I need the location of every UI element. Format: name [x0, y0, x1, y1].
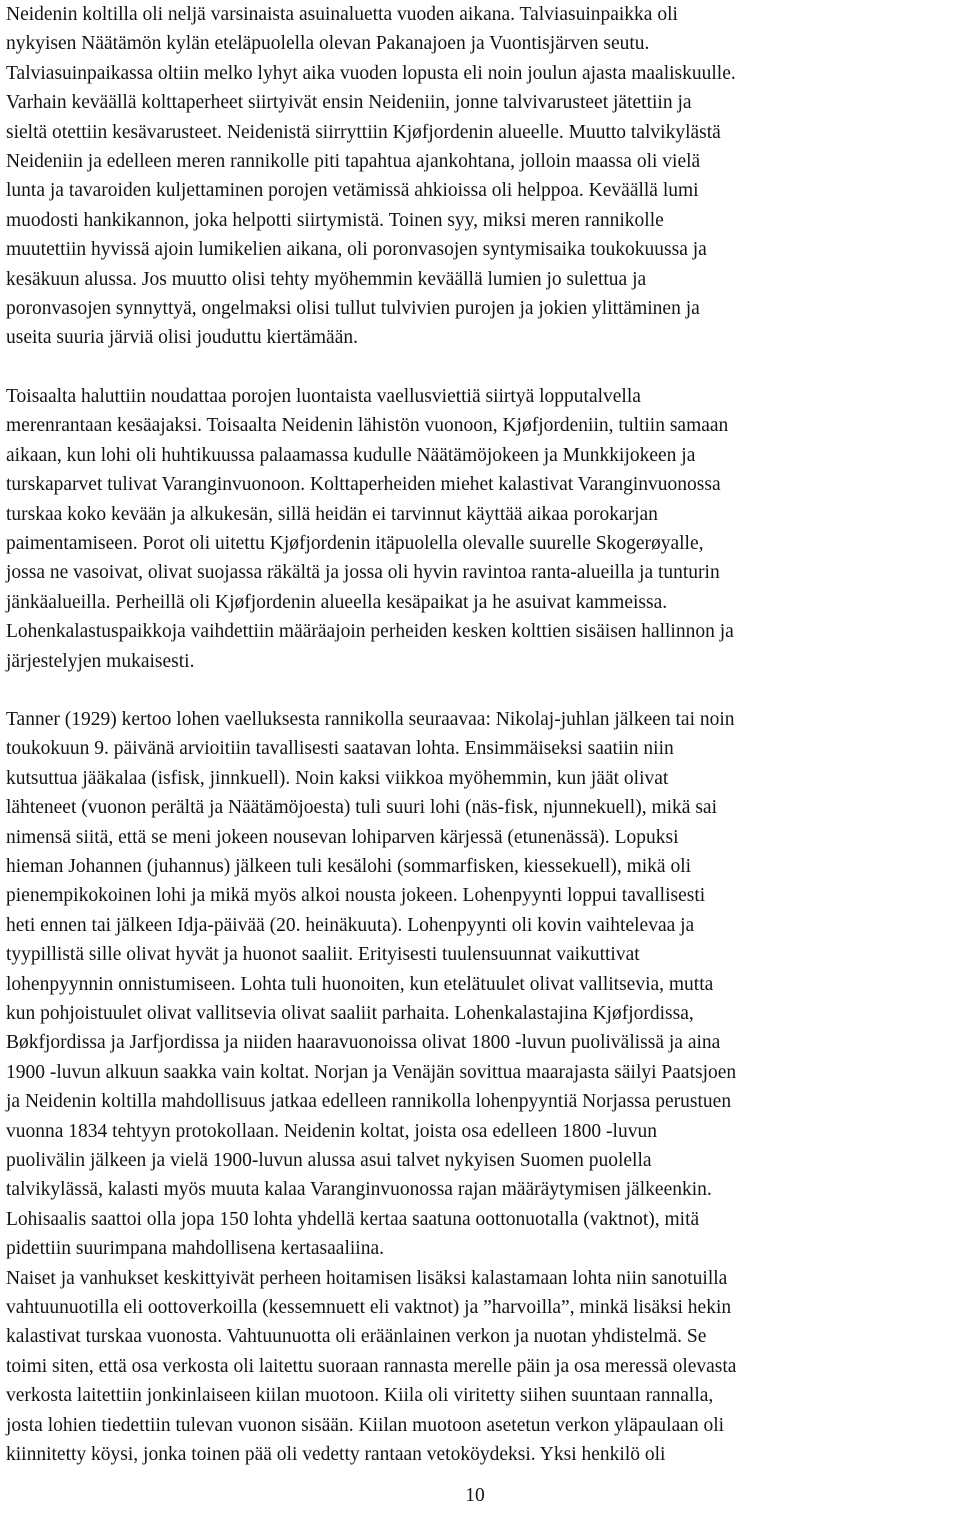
- text-line: turskaa koko kevään ja alkukesän, sillä heidän ei tarvinnut käyttää aikaa porokarjan: [6, 503, 658, 525]
- text-line: Bøkfjordissa ja Jarfjordissa ja niiden haaravuonoissa olivat 1800 -luvun puolivälissä ja aina: [6, 1032, 721, 1054]
- text-line: kiinnitetty köysi, jonka toinen pää oli vedetty rantaan vetoköydeksi. Yksi henkilö oli: [6, 1444, 666, 1466]
- text-line: kesäkuun alussa. Jos muutto olisi tehty myöhemmin keväällä lumien jo sulettua ja: [6, 268, 647, 290]
- document-page: [6, 0, 956, 1518]
- text-line: jossa ne vasoivat, olivat suojassa räkältä ja jossa oli hyvin ravintoa ranta-alueilla ja tunturin: [6, 562, 720, 584]
- page-number: 10: [465, 1485, 485, 1506]
- text-line: verkosta laitettiin jonkinlaiseen kiilan muotoon. Kiila oli viritetty siihen suuntaan rannalla,: [6, 1385, 714, 1407]
- text-line: muodosti hankikannon, joka helpotti siirtymistä. Toinen syy, miksi meren rannikolle: [6, 209, 664, 231]
- text-line: Neideniin ja edelleen meren rannikolle piti tapahtua ajankohtana, jolloin maassa oli vielä: [6, 151, 701, 173]
- text-line: sieltä otettiin kesävarusteet. Neidenistä siirryttiin Kjøfjordenin alueelle. Muutto talvikylästä: [6, 121, 721, 143]
- text-line: Neidenin koltilla oli neljä varsinaista asuinaluetta vuoden aikana. Talviasuinpaikka oli: [6, 4, 678, 25]
- text-line: Varhain keväällä kolttaperheet siirtyivät ensin Neideniin, jonne talvivarusteet jätettiin ja: [6, 92, 692, 114]
- paragraph-4: [6, 1264, 956, 1470]
- text-line: toukokuun 9. päivänä arvioitiin tavallisesti saatavan lohta. Ensimmäiseksi saatiin niin: [6, 738, 674, 760]
- text-line: paimentamiseen. Porot oli uitettu Kjøfjordenin itäpuolella olevalle suurelle Skogerøyalle,: [6, 532, 704, 554]
- text-line: Lohisaalis saattoi olla jopa 150 lohta yhdellä kertaa saatuna oottonuotalla (vaktnot), mitä: [6, 1208, 700, 1230]
- text-line: aikaan, kun lohi oli huhtikuussa palaamassa kudulle Näätämöjokeen ja Munkkijokeen ja: [6, 444, 696, 466]
- text-line: järjestelyjen mukaisesti.: [6, 650, 195, 672]
- text-line: Toisaalta haluttiin noudattaa porojen luontaista vaellusviettiä siirtyä lopputalvella: [6, 385, 641, 407]
- text-line: Naiset ja vanhukset keskittyivät perheen hoitamisen lisäksi kalastamaan lohta niin sanotuilla: [6, 1267, 728, 1289]
- text-line: 1900 -luvun alkuun saakka vain koltat. Norjan ja Venäjän sovittua maarajasta säilyi Paatsjoen: [6, 1061, 737, 1083]
- text-line: Talviasuinpaikassa oltiin melko lyhyt aika vuoden lopusta eli noin joulun ajasta maaliskuulle.: [6, 62, 736, 84]
- text-line: vahtuunuotilla eli oottoverkoilla (kessemnuett eli vaktnot) ja ”harvoilla”, minkä lisäksi hekin: [6, 1297, 732, 1319]
- text-line: pienempikokoinen lohi ja mikä myös alkoi nousta jokeen. Lohenpyynti loppui tavallisesti: [6, 885, 706, 907]
- text-line: ja Neidenin koltilla mahdollisuus jatkaa edelleen rannikolla lohenpyyntiä Norjassa perustuen: [6, 1091, 732, 1113]
- paragraph-3: [6, 705, 956, 1264]
- text-line: pidettiin suurimpana mahdollisena kertasaaliina.: [6, 1238, 384, 1260]
- text-line: kun pohjoistuulet olivat vallitsevia olivat saaliit parhaita. Lohenkalastajina Kjøfjordissa,: [6, 1003, 694, 1024]
- text-line: puolivälin jälkeen ja vielä 1900-luvun alussa asui talvet nykyisen Suomen puolella: [6, 1150, 652, 1172]
- text-line: useita suuria järviä olisi jouduttu kiertämään.: [6, 327, 358, 349]
- text-line: lohenpyynnin onnistumiseen. Lohta tuli huonoiten, kun etelätuulet olivat vallitsevia, mutta: [6, 973, 714, 995]
- text-line: vuonna 1834 tehtyyn protokollaan. Neidenin koltat, joista osa edelleen 1800 -luvun: [6, 1120, 657, 1142]
- text-line: Tanner (1929) kertoo lohen vaelluksesta rannikolla seuraavaa: Nikolaj-juhlan jälkeen tai noin: [6, 708, 735, 730]
- text-line: talvikylässä, kalasti myös muuta kalaa Varanginvuonossa rajan määräytymisen jälkeenkin.: [6, 1179, 712, 1201]
- text-line: heti ennen tai jälkeen Idja-päivää (20. heinäkuuta). Lohenpyynti oli kovin vaihtelevaa ja: [6, 914, 695, 936]
- text-line: turskaparvet tulivat Varanginvuonoon. Kolttaperheiden miehet kalastivat Varanginvuonossa: [6, 474, 721, 496]
- text-line: merenrantaan kesäajaksi. Toisaalta Neidenin lähistön vuonoon, Kjøfjordeniin, tultiin samaan: [6, 415, 729, 437]
- text-line: kalastivat turskaa vuonosta. Vahtuunuotta oli eräänlainen verkon ja nuotan yhdistelmä. Se: [6, 1326, 707, 1348]
- paragraph-2: [6, 382, 956, 676]
- text-line: lähteneet (vuonon perältä ja Näätämöjoesta) tuli suuri lohi (näs-fisk, njunnekuell), mikä sai: [6, 797, 717, 819]
- text-line: hieman Johannen (juhannus) jälkeen tuli kesälohi (sommarfisken, kiessekuell), mikä oli: [6, 855, 692, 877]
- text-line: lunta ja tavaroiden kuljettaminen porojen vetämissä ahkioissa oli helppoa. Keväällä lumi: [6, 180, 699, 202]
- text-line: Lohenkalastuspaikkoja vaihdettiin määräajoin perheiden kesken kolttien sisäisen hallinnon ja: [6, 621, 734, 643]
- text-line: muutettiin hyvissä ajoin lumikelien aikana, oli poronvasojen syntymisaika toukokuussa ja: [6, 239, 707, 261]
- text-line: tyypillistä sille olivat hyvät ja huonot saaliit. Erityisesti tuulensuunnat vaikuttivat: [6, 944, 640, 966]
- text-line: toimi siten, että osa verkosta oli laitettu suoraan rannasta merelle päin ja osa meressä olevasta: [6, 1355, 737, 1377]
- paragraph-1: [6, 0, 956, 353]
- text-line: poronvasojen synnyttyä, ongelmaksi olisi tullut tulvivien purojen ja jokien ylittäminen ja: [6, 298, 700, 320]
- text-line: nimensä siitä, että se meni jokeen nousevan lohiparven kärjessä (etunenässä). Lopuksi: [6, 826, 679, 848]
- text-line: jänkäalueilla. Perheillä oli Kjøfjordenin alueella kesäpaikat ja he asuivat kammeissa.: [6, 591, 668, 613]
- text-line: nykyisen Näätämön kylän eteläpuolella olevan Pakanajoen ja Vuontisjärven seutu.: [6, 33, 650, 55]
- text-line: kutsuttua jääkalaa (isfisk, jinnkuell). Noin kaksi viikkoa myöhemmin, kun jäät olivat: [6, 767, 669, 789]
- text-line: josta lohien tiedettiin tulevan vuonon sisään. Kiilan muotoon asetetun verkon yläpaulaan oli: [6, 1414, 725, 1436]
